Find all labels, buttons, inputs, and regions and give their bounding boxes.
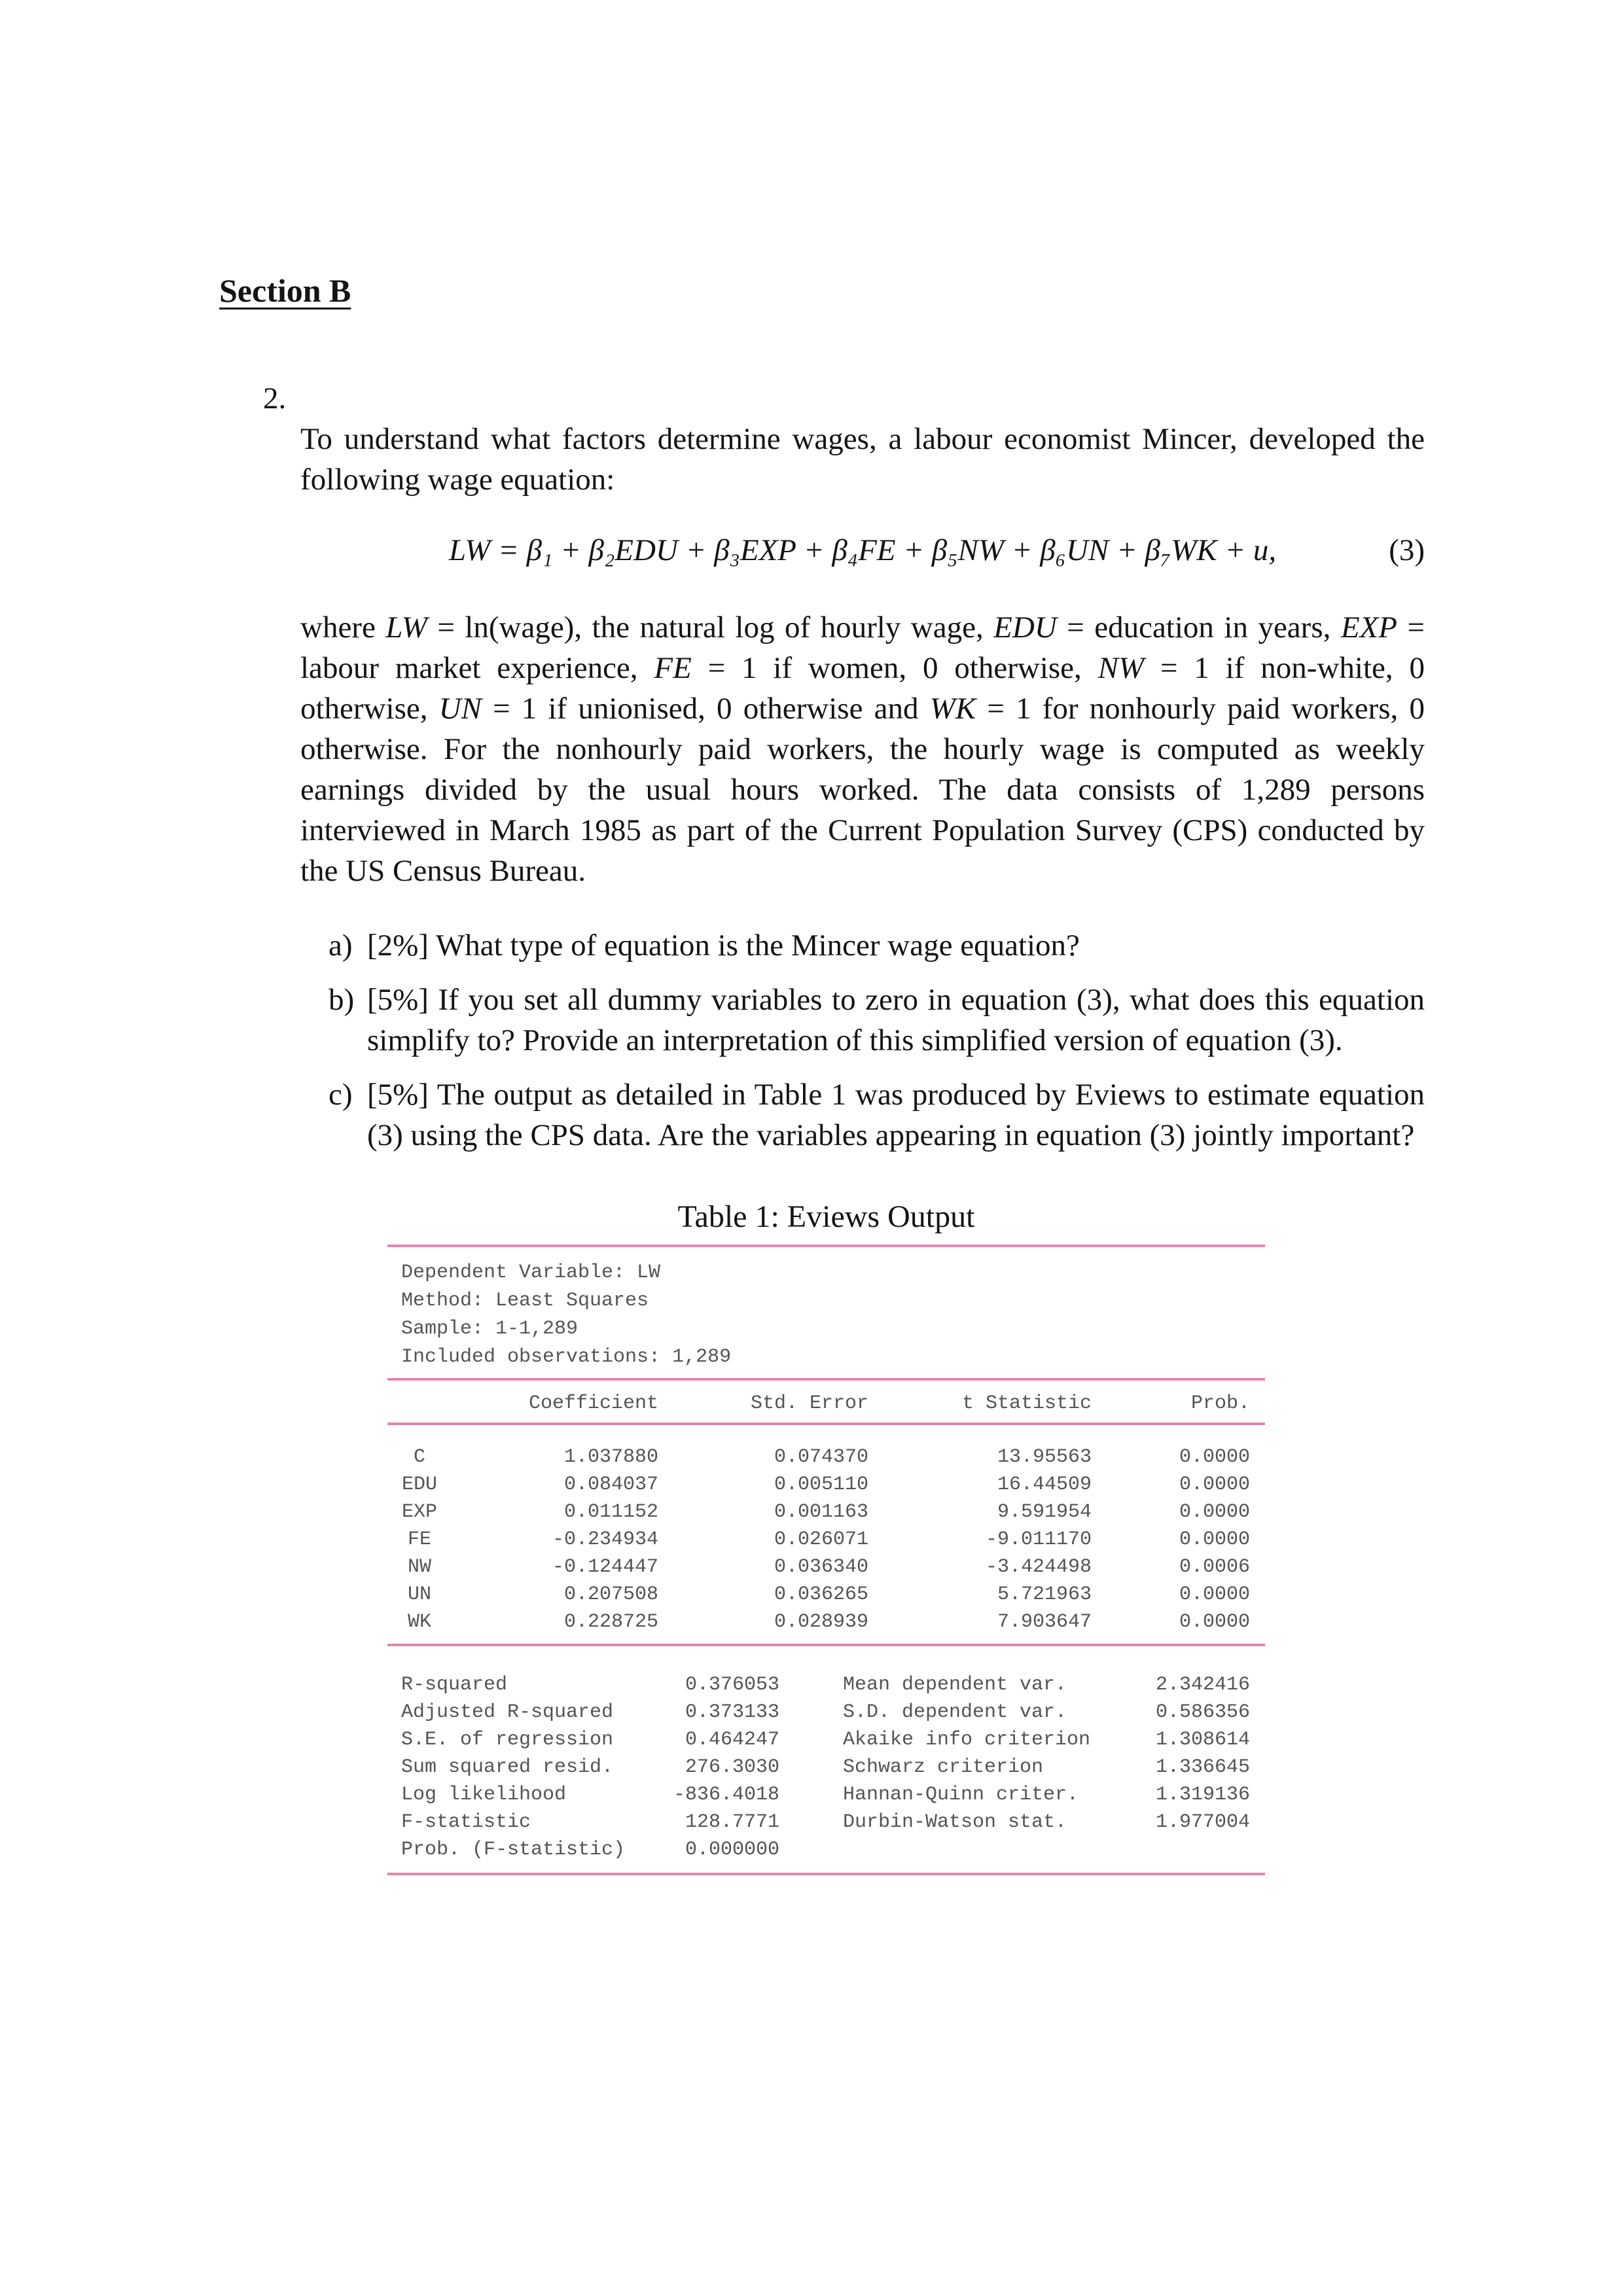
prob-value: 0.0006 bbox=[1179, 1556, 1250, 1578]
coefficient-value: 0.207508 bbox=[563, 1583, 658, 1606]
stat-gap bbox=[779, 1781, 843, 1809]
variable-FE: FE bbox=[654, 651, 692, 685]
stat-value: 1.308614 bbox=[1155, 1729, 1250, 1751]
stat-label: Hannan-Quinn criter. bbox=[843, 1784, 1079, 1806]
stat-label: S.E. of regression bbox=[401, 1729, 614, 1751]
text-segment: = labour market experience, bbox=[300, 610, 1425, 685]
table-row-EXP bbox=[387, 1498, 1265, 1526]
wage-equation-block bbox=[300, 530, 1425, 571]
stat-value: 0.464247 bbox=[685, 1729, 779, 1751]
stat-row-adj-rsquared bbox=[387, 1699, 1265, 1726]
part-a-marks: [2%] bbox=[367, 928, 429, 963]
variable-NW: NW bbox=[1097, 651, 1145, 685]
std-error-value: 0.001163 bbox=[774, 1501, 868, 1523]
text-segment: = 1 if women, 0 otherwise, bbox=[691, 651, 1098, 685]
table-caption: Table 1: Eviews Output bbox=[677, 1199, 975, 1234]
stat-label: Akaike info criterion bbox=[843, 1729, 1091, 1751]
colhead-t-statistic: t Statistic bbox=[961, 1392, 1092, 1415]
variable-name: NW bbox=[407, 1556, 431, 1578]
variable-LW: LW bbox=[385, 610, 427, 645]
meta-dependent-variable: Dependent Variable: LW bbox=[401, 1262, 661, 1284]
coefficient-value: 1.037880 bbox=[563, 1446, 658, 1468]
colhead-coefficient: Coefficient bbox=[528, 1392, 658, 1415]
prob-value: 0.0000 bbox=[1179, 1474, 1250, 1496]
intro-paragraph: To understand what factors determine wages, a labour economist Mincer, developed the following wage equation: bbox=[300, 422, 1425, 497]
stat-label: Durbin-Watson stat. bbox=[843, 1811, 1067, 1833]
variable-name: C bbox=[413, 1446, 425, 1468]
table-row-FE bbox=[387, 1526, 1265, 1553]
t-statistic-value: -3.424498 bbox=[985, 1556, 1092, 1578]
t-statistic-value: 5.721963 bbox=[997, 1583, 1092, 1606]
stat-label: Schwarz criterion bbox=[843, 1756, 1044, 1778]
prob-value: 0.0000 bbox=[1179, 1583, 1250, 1606]
variable-EDU: EDU bbox=[993, 610, 1057, 645]
t-statistic-value: -9.011170 bbox=[985, 1528, 1092, 1551]
prob-value: 0.0000 bbox=[1179, 1528, 1250, 1551]
question-number: 2. bbox=[263, 381, 287, 415]
stat-value: 0.586356 bbox=[1155, 1701, 1250, 1723]
variable-EXP: EXP bbox=[1340, 610, 1397, 645]
variable-UN: UN bbox=[438, 692, 482, 726]
stat-label: Mean dependent var. bbox=[843, 1674, 1067, 1696]
part-b bbox=[329, 980, 1425, 1061]
variable-name: WK bbox=[407, 1611, 431, 1633]
std-error-value: 0.036265 bbox=[774, 1583, 868, 1606]
variable-name: EXP bbox=[401, 1501, 437, 1523]
meta-observations: Included observations: 1,289 bbox=[401, 1346, 732, 1368]
stat-label: Prob. (F-statistic) bbox=[401, 1839, 626, 1861]
stat-value bbox=[1105, 1836, 1250, 1863]
coefficient-value: 0.084037 bbox=[563, 1474, 658, 1496]
stat-value: 0.000000 bbox=[685, 1839, 779, 1861]
part-b-question: If you set all dummy variables to zero in equation (3), what does this equation simplify to? Provide an interpretation of this simplified version of equation (3). bbox=[367, 983, 1425, 1057]
stat-row-ssr bbox=[387, 1754, 1265, 1781]
stat-gap bbox=[779, 1836, 843, 1863]
stat-label: Log likelihood bbox=[401, 1784, 567, 1806]
section-heading: Section B bbox=[219, 272, 351, 309]
part-a bbox=[329, 925, 1425, 966]
table-row-UN bbox=[387, 1581, 1265, 1608]
std-error-value: 0.028939 bbox=[774, 1611, 868, 1633]
std-error-value: 0.026071 bbox=[774, 1528, 868, 1551]
part-a-question: What type of equation is the Mincer wage equation? bbox=[435, 928, 1080, 963]
stat-row-log-likelihood bbox=[387, 1781, 1265, 1809]
part-a-text bbox=[367, 925, 1425, 966]
prob-value: 0.0000 bbox=[1179, 1446, 1250, 1468]
stat-label bbox=[843, 1836, 1105, 1863]
coefficient-value: 0.228725 bbox=[563, 1611, 658, 1633]
text-segment: = 1 for nonhourly paid workers, 0 otherwise. For the nonhourly paid workers, the hourly wage is computed as weekly earnings divided by the usual hours worked. The data consists of 1,289 persons interviewed in March 1985 as part of the Current Population Survey (CPS) conducted by the US Census Bureau. bbox=[300, 692, 1425, 888]
prob-value: 0.0000 bbox=[1179, 1611, 1250, 1633]
std-error-value: 0.074370 bbox=[774, 1446, 868, 1468]
stat-label: R-squared bbox=[401, 1674, 508, 1696]
coefficient-value: -0.124447 bbox=[552, 1556, 658, 1578]
stat-label: F-statistic bbox=[401, 1811, 531, 1833]
text-segment: where bbox=[300, 610, 386, 645]
table-column-header-block bbox=[387, 1381, 1265, 1422]
table-row-C bbox=[387, 1443, 1265, 1471]
part-c-label: c) bbox=[329, 1078, 353, 1112]
stat-row-prob-f bbox=[387, 1836, 1265, 1863]
std-error-value: 0.005110 bbox=[774, 1474, 868, 1496]
t-statistic-value: 7.903647 bbox=[997, 1611, 1092, 1633]
part-a-label: a) bbox=[329, 928, 353, 963]
stat-gap bbox=[779, 1809, 843, 1836]
question-body bbox=[300, 419, 1425, 1875]
t-statistic-value: 13.95563 bbox=[997, 1446, 1092, 1468]
stat-value: -836.4018 bbox=[673, 1784, 779, 1806]
colhead-std-error: Std. Error bbox=[750, 1392, 868, 1415]
part-b-label: b) bbox=[329, 983, 355, 1017]
equation-number: (3) bbox=[1389, 533, 1425, 567]
part-c-question: The output as detailed in Table 1 was produced by Eviews to estimate equation (3) using the CPS data. Are the variables appearing in equation (3) jointly important? bbox=[367, 1078, 1425, 1152]
prob-value: 0.0000 bbox=[1179, 1501, 1250, 1523]
std-error-value: 0.036340 bbox=[774, 1556, 868, 1578]
stat-label: Sum squared resid. bbox=[401, 1756, 614, 1778]
table-row-EDU bbox=[387, 1471, 1265, 1498]
stat-value: 0.373133 bbox=[685, 1701, 779, 1723]
stat-row-se-regression bbox=[387, 1726, 1265, 1754]
part-c-text bbox=[367, 1074, 1425, 1156]
variable-name: EDU bbox=[401, 1474, 437, 1496]
stat-value: 1.336645 bbox=[1155, 1756, 1250, 1778]
table-column-headers bbox=[387, 1390, 1265, 1417]
stat-value: 276.3030 bbox=[685, 1756, 779, 1778]
stat-gap bbox=[779, 1726, 843, 1754]
stat-value: 1.319136 bbox=[1155, 1784, 1250, 1806]
coefficient-value: -0.234934 bbox=[552, 1528, 658, 1551]
table-row-NW bbox=[387, 1553, 1265, 1581]
question-parts bbox=[300, 925, 1425, 1156]
t-statistic-value: 16.44509 bbox=[997, 1474, 1092, 1496]
part-c-marks: [5%] bbox=[367, 1078, 429, 1112]
variable-WK: WK bbox=[929, 692, 976, 726]
variable-name: UN bbox=[407, 1583, 431, 1606]
text-segment: = 1 if unionised, 0 otherwise and bbox=[481, 692, 930, 726]
stat-row-rsquared bbox=[387, 1671, 1265, 1699]
wage-equation: LW = β₁ + β₂EDU + β₃EXP + β₄FE + β₅NW + β₆UN + β₇WK + u, bbox=[448, 533, 1277, 567]
stat-row-f-statistic bbox=[387, 1809, 1265, 1836]
part-b-text bbox=[367, 980, 1425, 1061]
stat-gap bbox=[779, 1699, 843, 1726]
meta-method: Method: Least Squares bbox=[401, 1290, 649, 1312]
t-statistic-value: 9.591954 bbox=[997, 1501, 1092, 1523]
meta-sample: Sample: 1-1,289 bbox=[401, 1318, 579, 1340]
stat-gap bbox=[779, 1754, 843, 1781]
eviews-output-table bbox=[387, 1200, 1265, 1875]
text-segment: = 1 if non-white, 0 otherwise, bbox=[300, 651, 1425, 726]
stat-gap bbox=[779, 1671, 843, 1699]
summary-statistics-block bbox=[387, 1646, 1265, 1873]
where-paragraph bbox=[300, 607, 1425, 891]
part-b-marks: [5%] bbox=[367, 983, 429, 1017]
colhead-prob: Prob. bbox=[1190, 1392, 1250, 1415]
stat-value: 0.376053 bbox=[685, 1674, 779, 1696]
coefficient-rows bbox=[387, 1425, 1265, 1644]
table-bottom-rule bbox=[387, 1873, 1265, 1875]
coefficient-value: 0.011152 bbox=[563, 1501, 658, 1523]
part-c bbox=[329, 1074, 1425, 1156]
stat-value: 1.977004 bbox=[1155, 1811, 1250, 1833]
stat-value: 2.342416 bbox=[1155, 1674, 1250, 1696]
variable-name: FE bbox=[407, 1528, 431, 1551]
colhead-empty bbox=[387, 1390, 452, 1417]
stat-label: S.D. dependent var. bbox=[843, 1701, 1067, 1723]
table-meta-block bbox=[387, 1247, 1265, 1378]
stat-label: Adjusted R-squared bbox=[401, 1701, 614, 1723]
text-segment: = education in years, bbox=[1056, 610, 1341, 645]
table-row-WK bbox=[387, 1608, 1265, 1636]
text-segment: = ln(wage), the natural log of hourly wage, bbox=[427, 610, 994, 645]
stat-value: 128.7771 bbox=[685, 1811, 779, 1833]
